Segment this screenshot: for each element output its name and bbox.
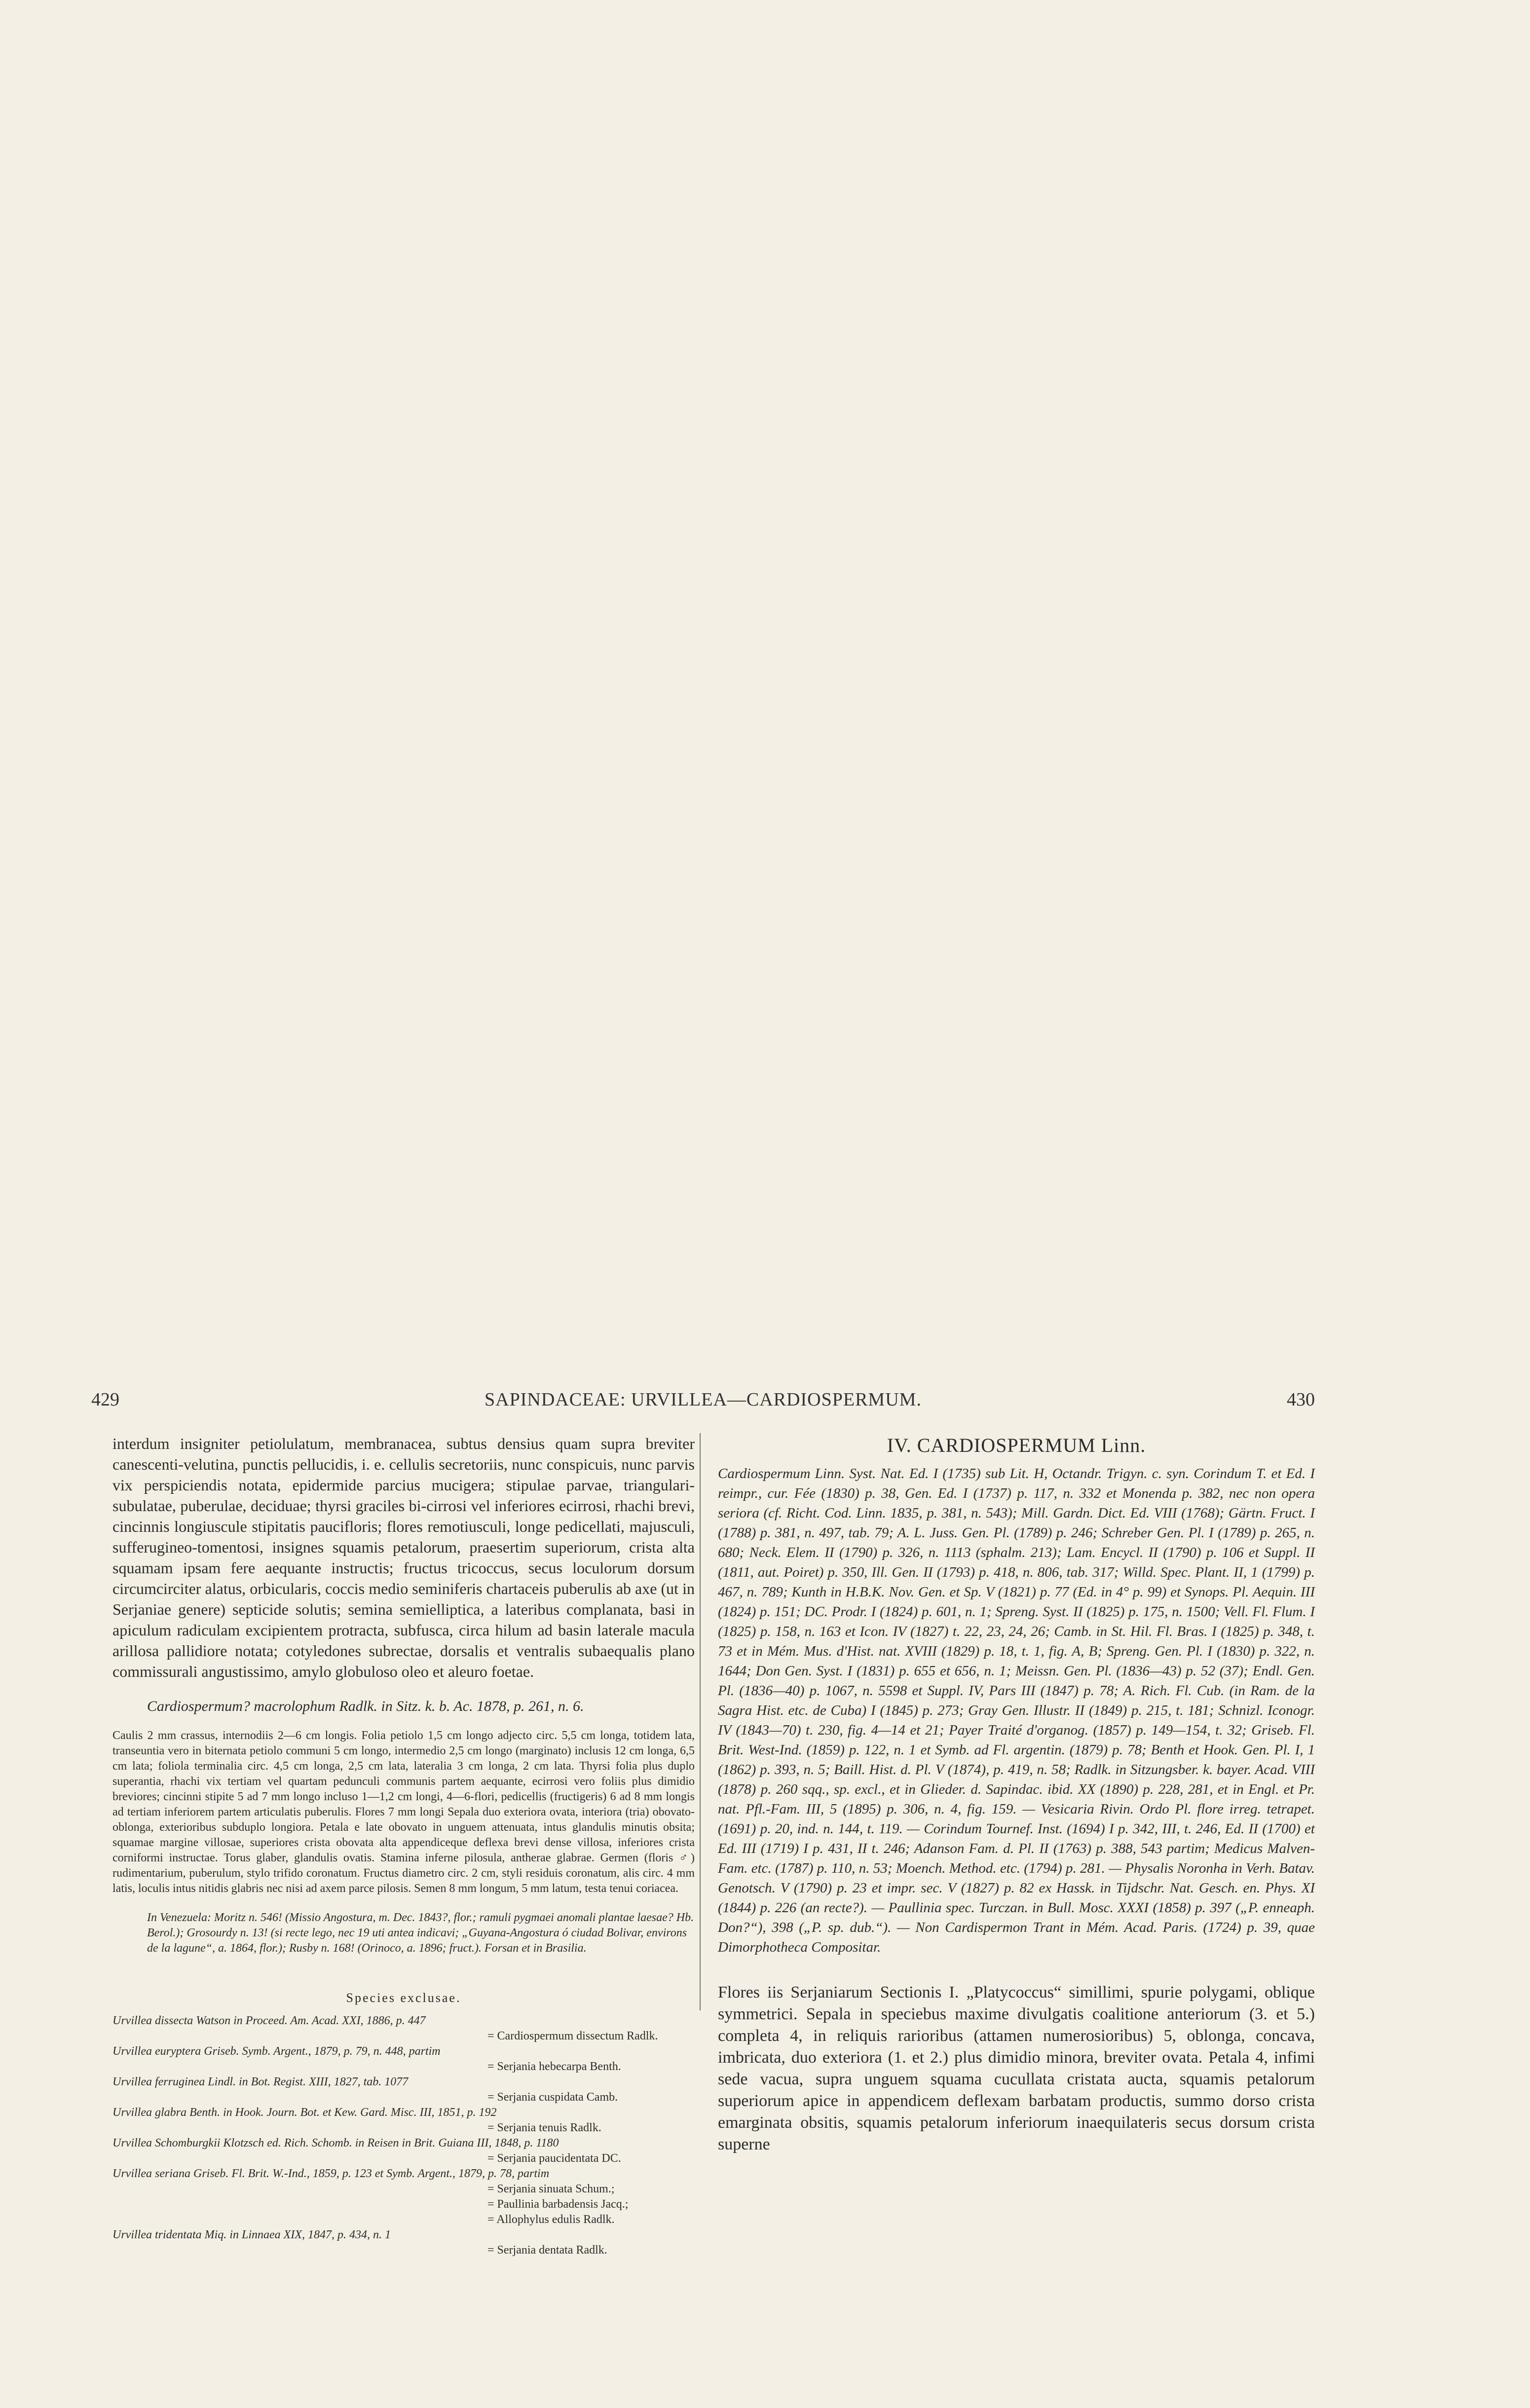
exclusae-heading: Species exclusae. [346,1991,461,2005]
flores-paragraph: Flores iis Serjaniarum Sectionis I. „Platycoccus“ simillimi, spurie polygami, oblique symmetrici. Sepala in speciebus maxime divulgatis coalitione anteriorum (3. et 5.) completa 4, in reliquis rarioribus (attamen numerosioribus) 5, oblonga, concava, imbricata, duo exteriora (1. et 2.) plus dimidio minora, breviter ovata. Petala 4, infimi sede vacua, supra unguem squama cucullata cristata aucta, squamis petalorum superiorum apice in appendicem deflexam barbatam productis, summo dorso crista emarginata obsitis, squamis petalorum inferiorum inaequilateris secus dorsum crista superne [718,1983,1315,2153]
excluded-species-entry [112,2166,695,2227]
synonym: = Serjania paucidentata DC. [487,2152,621,2165]
excluded-species-entry [112,2075,695,2105]
synonym: = Serjania tenuis Radlk. [487,2121,601,2134]
running-header [91,1389,1315,1418]
excluded-species-name: Urvillea Schomburgkii Klotzsch ed. Rich. Schomb. in Reisen in Brit. Guiana III, 1848, p. 1180 [112,2137,559,2149]
excluded-species-name: Urvillea dissecta Watson in Proceed. Am. Acad. XXI, 1886, p. 447 [112,2014,426,2027]
excluded-species-entry [112,2105,695,2136]
synonym: = Serjania dentata Radlk. [487,2244,607,2257]
excluded-species-entry [112,2044,695,2075]
excluded-species-name: Urvillea ferruginea Lindl. in Bot. Regist. XIII, 1827, tab. 1077 [112,2075,409,2088]
genus-title: IV. CARDIOSPERMUM Linn. [887,1434,1146,1456]
column-divider [700,1433,701,2010]
synonym: = Serjania sinuata Schum.; [487,2183,615,2195]
intro-paragraph: interdum insigniter petiolulatum, membranacea, subtus densius quam supra breviter canescenti-velutina, punctis pellucidis, i. e. cellulis secretoriis, nunc conspicuis, nunc parvis vix perspiciendis notata, epidermide parcius mucigera; stipulae parvae, triangulari-subulatae, puberulae, deciduae; thyrsi graciles bi-cirrosi vel inferiores ecirrosi, rhachi brevi, cincinnis longiuscule stipitatis paucifloris; flores remotiusculi, longe pedicellati, majusculi, sufferugineo-tomentosi, insignes squamis petalorum, praesertim superiorum, crista alta squamam ipsam fere aequante instructis; fructus tricoccus, secus loculorum dorsum circumcirciter alatus, orbicularis, coccis medio seminiferis chartaceis puberulis ab axe (ut in Serjaniae genere) septicide solutis; semina semielliptica, a lateribus complanata, basi in apiculum radiculam excipientem protracta, subfusca, circa hilum ad basin laterale macula arillosa pallidiore notata; cotyledones subrectae, dorsalis et ventralis subaequalis plano commissurali angustissimo, amylo globuloso oleo et aleuro foetae. [112,1435,695,1680]
excluded-species-name: Urvillea tridentata Miq. in Linnaea XIX, 1847, p. 434, n. 1 [112,2228,391,2241]
species-reference: Cardiospermum? macrolophum Radlk. in Sitz. k. b. Ac. 1878, p. 261, n. 6. [147,1698,584,1714]
page-number-left: 429 [91,1389,119,1410]
right-column [718,1433,1315,2155]
exclusae-list [112,2013,695,2258]
synonym: = Cardiospermum dissectum Radlk. [487,2030,658,2042]
page-number-right: 430 [1287,1389,1315,1410]
left-column [112,1433,695,2258]
excluded-species-name: Urvillea euryptera Griseb. Symb. Argent., 1879, p. 79, n. 448, partim [112,2045,441,2058]
excluded-species-name: Urvillea glabra Benth. in Hook. Journ. Bot. et Kew. Gard. Misc. III, 1851, p. 192 [112,2106,497,2119]
excluded-species-entry [112,2136,695,2166]
excluded-species-name: Urvillea seriana Griseb. Fl. Brit. W.-Ind., 1859, p. 123 et Symb. Argent., 1879, p. 78, partim [112,2167,550,2180]
synonym: = Paullinia barbadensis Jacq.; [487,2198,629,2211]
excluded-species-entry [112,2013,695,2044]
synonym: = Serjania cuspidata Camb. [487,2091,618,2104]
genus-bibliography: Cardiospermum Linn. Syst. Nat. Ed. I (1735) sub Lit. H, Octandr. Trigyn. c. syn. Corindum T. et Ed. I reimpr., cur. Fée (1830) p. 38, Gen. Ed. I (1737) p. 117, n. 332 et Monenda p. 382, nec non opera seriora (cf. Richt. Cod. Linn. 1835, p. 381, n. 543); Mill. Gardn. Dict. Ed. VIII (1768); Gärtn. Fruct. I (1788) p. 381, n. 497, tab. 79; A. L. Juss. Gen. Pl. (1789) p. 246; Schreber Gen. Pl. I (1789) p. 265, n. 680; Neck. Elem. II (1790) p. 326, n. 1113 (sphalm. 213); Lam. Encycl. II (1790) p. 106 et Suppl. II (1811, aut. Poiret) p. 350, Ill. Gen. II (1793) p. 418, n. 806, tab. 317; Willd. Spec. Plant. II, 1 (1799) p. 467, n. 789; Kunth in H.B.K. Nov. Gen. et Sp. V (1821) p. 77 (Ed. in 4° p. 99) et Synops. Pl. Aequin. III (1824) p. 151; DC. Prodr. I (1824) p. 601, n. 1; Spreng. Syst. II (1825) p. 175, n. 1500; Vell. Fl. Flum. I (1825) p. 158, n. 163 et Icon. IV (1827) t. 22, 23, 24, 26; Camb. in St. Hil. Fl. Bras. I (1825) p. 348, t. 73 et in Mém. Mus. d'Hist. nat. XVIII (1829) p. 18, t. 1, fig. A, B; Spreng. Gen. Pl. I (1830) p. 322, n. 1644; Don Gen. Syst. I (1831) p. 655 et 656, n. 1; Meissn. Gen. Pl. (1836—43) p. 52 (37); Endl. Gen. Pl. (1836—40) p. 1067, n. 5598 et Suppl. IV, Pars III (1847) p. 78; A. Rich. Fl. Cub. (in Ram. de la Sagra Hist. etc. de Cuba) I (1845) p. 273; Gray Gen. Illustr. II (1849) p. 215, t. 181; Schnizl. Iconogr. IV (1843—70) t. 230, fig. 4—14 et 21; Payer Traité d'organog. (1857) p. 149—154, t. 32; Griseb. Fl. Brit. West-Ind. (1859) p. 122, n. 1 et Symb. ad Fl. argentin. (1879) p. 78; Benth et Hook. Gen. Pl. I, 1 (1862) p. 393, n. 5; Baill. Hist. d. Pl. V (1874), p. 419, n. 58; Radlk. in Sitzungsber. k. bayer. Acad. VIII (1878) p. 260 sqq., sp. excl., et in Glieder. d. Sapindac. ibid. XX (1890) p. 228, 281, et in Engl. et Pr. nat. Pfl.-Fam. III, 5 (1895) p. 306, n. 4, fig. 159. — Vesicaria Rivin. Ordo Pl. flore irreg. tetrapet. (1691) p. 20, ind. n. 144, t. 119. — Corindum Tournef. Inst. (1694) I p. 342, III, t. 246, Ed. II (1700) et Ed. III (1719) I p. 431, II t. 246; Adanson Fam. d. Pl. II (1763) p. 388, 543 partim; Medicus Malven-Fam. etc. (1787) p. 110, n. 53; Moench. Method. etc. (1794) p. 281. — Physalis Noronha in Verh. Batav. Genotsch. V (1790) p. 23 et impr. sec. V (1827) p. 82 ex Hassk. in Tijdschr. Nat. Gesch. en. Phys. XI (1844) p. 226 (an recte?). — Paullinia spec. Turczan. in Bull. Mosc. XXXI (1858) p. 397 („P. enneaph. Don?“), 398 („P. sp. dub.“). — Non Cardispermon Trant in Mém. Acad. Paris. (1724) p. 39, quae Dimorphotheca Compositar. [718,1466,1315,1955]
species-description: Caulis 2 mm crassus, internodiis 2—6 cm longis. Folia petiolo 1,5 cm longo adjecto circ. 5,5 cm longa, totidem lata, transeuntia vero in biternata petiolo communi 5 cm longo, intermedio 2,5 cm longo (marginato) inclusis 12 cm longa, 6,5 cm lata; foliola terminalia circ. 4,5 cm longa, 2,5 cm lata, lateralia 3 cm longa, 2 cm lata. Thyrsi folia plus duplo superantia, rhachi vix tertiam vel quartam pedunculi communis partem aequante, ecirrosi vero foliis plus dimidio breviores; cincinni stipite 5 ad 7 mm longo incluso 1—1,2 cm longi, 4—6-flori, pedicellis (fructigeris) 6 ad 8 mm longis ad tertiam inferiorem partem articulatis puberulis. Flores 7 mm longi Sepala duo exteriora ovata, interiora (tria) obovato-oblonga, exterioribus subduplo longiora. Petala e late obovato in unguem attenuata, intus glandulis minutis obsita; squamae margine villosae, superiores crista obovata alta appendiceque deflexa brevi dense villosa, inferiores crista corniformi instructae. Torus glaber, glandulis ovatis. Stamina inferne pilosula, antherae glabrae. Germen (floris ♂) rudimentarium, puberulum, stylo trifido coronatum. Fructus diametro circ. 2 cm, styli residuis coronatum, alis circ. 4 mm latis, loculis intus nitidis glabris nec nisi ad axem parce pilosis. Semen 8 mm longum, 5 mm latum, testa tenui coriacea. [112,1729,695,1895]
synonym: = Allophylus edulis Radlk. [487,2213,615,2226]
excluded-species-entry [112,2227,695,2258]
running-title: SAPINDACEAE: URVILLEA—CARDIOSPERMUM. [485,1389,922,1410]
species-locality: In Venezuela: Moritz n. 546! (Missio Angostura, m. Dec. 1843?, flor.; ramuli pygmaei anomali plantae laesae? Hb. Berol.); Grosourdy n. 13! (si recte lego, nec 19 uti antea indicavi; „Guyana-Angostura ó ciudad Bolivar, environs de la lagune“, a. 1864, flor.); Rusby n. 168! (Orinoco, a. 1896; fruct.). Forsan et in Brasilia. [147,1911,694,1955]
synonym: = Serjania hebecarpa Benth. [487,2060,621,2073]
